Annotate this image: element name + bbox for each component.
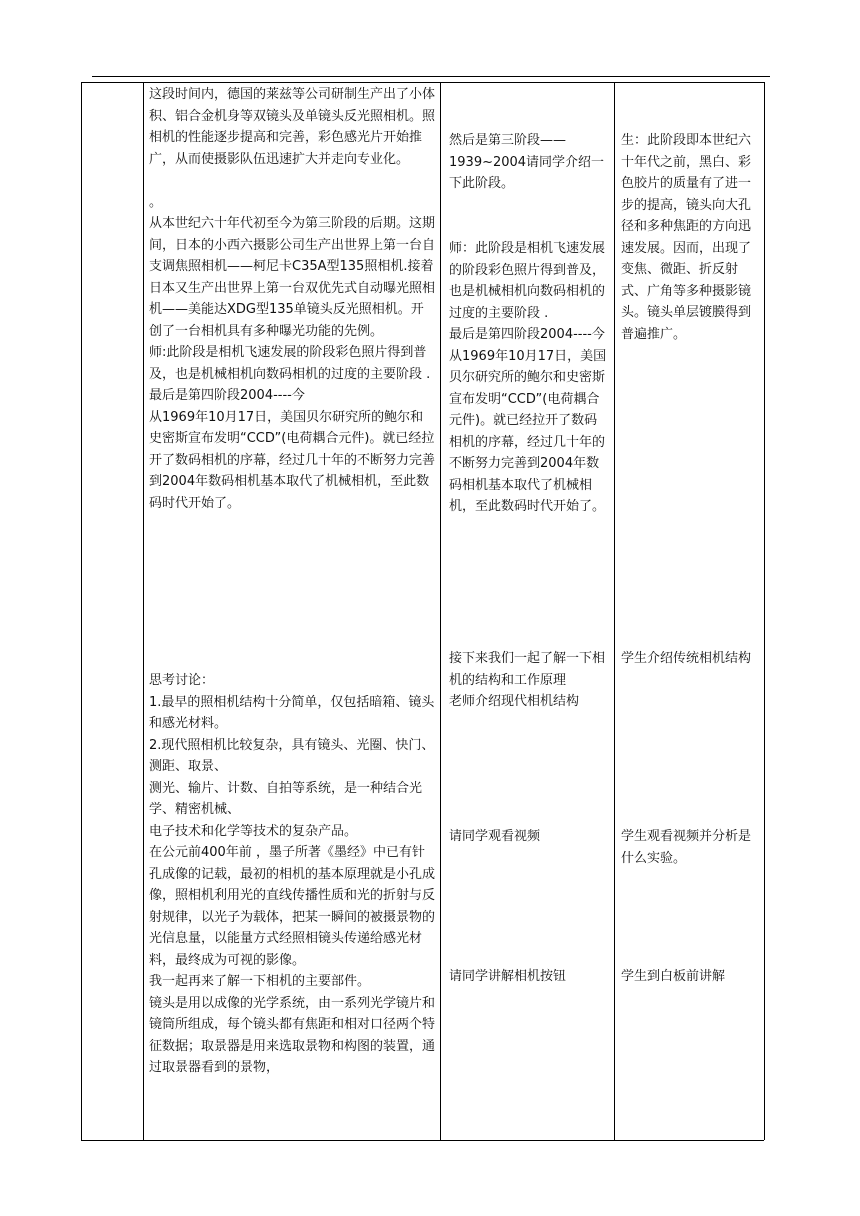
content-paragraph: 我一起再来了解一下相机的主要部件。 bbox=[149, 974, 371, 989]
teacher-activity-cell bbox=[449, 238, 609, 518]
content-paragraph: 在公元前400年前 ，墨子所著《墨经》中已有针孔成像的记载，最初的相机的基本原理就是小孔成像，照相机利用光的直线传播性质和光的折射与反射规律，以光子为载体，把某一瞬间的被摄景物的光信息量，以能量方式经照相镜头传递给感光材料，最终成为可视的影像。 bbox=[149, 845, 436, 968]
student-activity-cell bbox=[621, 966, 760, 988]
student-text: 学生到白板前讲解 bbox=[621, 969, 726, 984]
teacher-text: 请同学观看视频 bbox=[449, 829, 541, 844]
table-top-border bbox=[81, 82, 764, 83]
content-paragraph: 测光、输片、计数、自拍等系统，是一种结合光学、精密机械、 bbox=[149, 780, 423, 817]
student-text: 生：此阶段即本世纪六十年代之前，黑白、彩色胶片的质量有了进一步的提高，镜头向大孔径和多种焦距的方向迅速发展。因而，出现了变焦、微距、折反射式、广角等多种摄影镜头。镜头单层镀膜得到普遍推广。 bbox=[621, 133, 752, 342]
content-paragraph: 。 bbox=[149, 194, 163, 210]
table-border-right bbox=[764, 82, 765, 1140]
content-paragraph: 电子技术和化学等技术的复杂产品。 bbox=[149, 823, 358, 839]
table-divider-3 bbox=[614, 82, 615, 1140]
teacher-activity-cell bbox=[449, 130, 609, 195]
student-text: 学生观看视频并分析是什么实验。 bbox=[621, 829, 752, 866]
student-activity-cell bbox=[621, 826, 760, 869]
teacher-text: 师：此阶段是相机飞速发展的阶段彩色照片得到普及，也是机械相机向数码相机的过度的主要阶段 . bbox=[449, 241, 606, 321]
teacher-activity-cell bbox=[449, 966, 609, 988]
table-bottom-border bbox=[81, 1140, 764, 1141]
table-border-left bbox=[81, 82, 82, 1140]
teacher-text: 请同学讲解相机按钮 bbox=[449, 969, 567, 984]
discussion-content-cell bbox=[149, 670, 435, 1079]
teacher-text: 从1969年10月17日，美国贝尔研究所的鲍尔和史密斯宣布发明“CCD”(电荷耦合元件)。就已经拉开了数码相机的序幕，经过几十年的不断努力完善到2004年数码相机基本取代了机械相机，至此数码时代开始了。 bbox=[449, 348, 607, 514]
teacher-text: 接下来我们一起了解一下相机的结构和工作原理 bbox=[449, 651, 606, 688]
content-paragraph: 这段时间内，德国的莱兹等公司研制生产出了小体积、铝合金机身等双镜头及单镜头反光照相机。照相机的性能逐步提高和完善，彩色感光片开始推广，从而使摄影队伍迅速扩大并走向专业化。 bbox=[149, 87, 436, 167]
content-paragraph: 镜头是用以成像的光学系统，由一系列光学镜片和镜筒所组成，每个镜头都有焦距和相对口径两个特征数据；取景器是用来选取景物和构图的装置，通过取景器看到的景物， bbox=[149, 995, 436, 1075]
content-paragraph: 从本世纪六十年代初至今为第三阶段的后期。这期间，日本的小西六摄影公司生产出世界上第一台自支调焦照相机——柯尼卡C35A型135照相机.接着日本又生产出世界上第一台双优先式自动曝光照相机——美能达XDG型135单镜头反光照相机。开创了一台相机具有多种曝光功能的先例。 bbox=[149, 216, 436, 339]
table-divider-2 bbox=[440, 82, 441, 1140]
content-paragraph: 从1969年10月17日，美国贝尔研究所的鲍尔和史密斯宣布发明“CCD”(电荷耦合元件)。就已经拉开了数码相机的序幕，经过几十年的不断努力完善到2004年数码相机基本取代了机械相机，至此数码时代开始了。 bbox=[149, 409, 436, 511]
table-divider-1 bbox=[143, 82, 144, 1140]
teacher-activity-cell bbox=[449, 826, 609, 848]
teacher-activity-cell bbox=[449, 648, 609, 713]
student-activity-cell bbox=[621, 130, 760, 345]
content-paragraph: 2.现代照相机比较复杂，具有镜头、光圈、快门、测距、取景、 bbox=[149, 737, 435, 774]
student-text: 学生介绍传统相机结构 bbox=[621, 651, 752, 666]
content-paragraph: 最后是第四阶段2004----今 bbox=[149, 388, 305, 403]
lesson-content-cell bbox=[149, 84, 435, 514]
content-paragraph: 1.最早的照相机结构十分简单，仅包括暗箱、镜头和感光材料。 bbox=[149, 694, 435, 731]
content-paragraph: 师:此阶段是相机飞速发展的阶段彩色照片得到普及，也是机械相机向数码相机的过度的主要阶段 . bbox=[149, 345, 431, 382]
teacher-text: 老师介绍现代相机结构 bbox=[449, 694, 580, 709]
content-paragraph: 思考讨论： bbox=[149, 673, 215, 688]
teacher-text: 然后是第三阶段——1939~2004请同学介绍一下此阶段。 bbox=[449, 133, 605, 191]
header-rule bbox=[92, 76, 770, 77]
student-activity-cell bbox=[621, 648, 760, 670]
teacher-text: 最后是第四阶段2004----今 bbox=[449, 327, 605, 342]
